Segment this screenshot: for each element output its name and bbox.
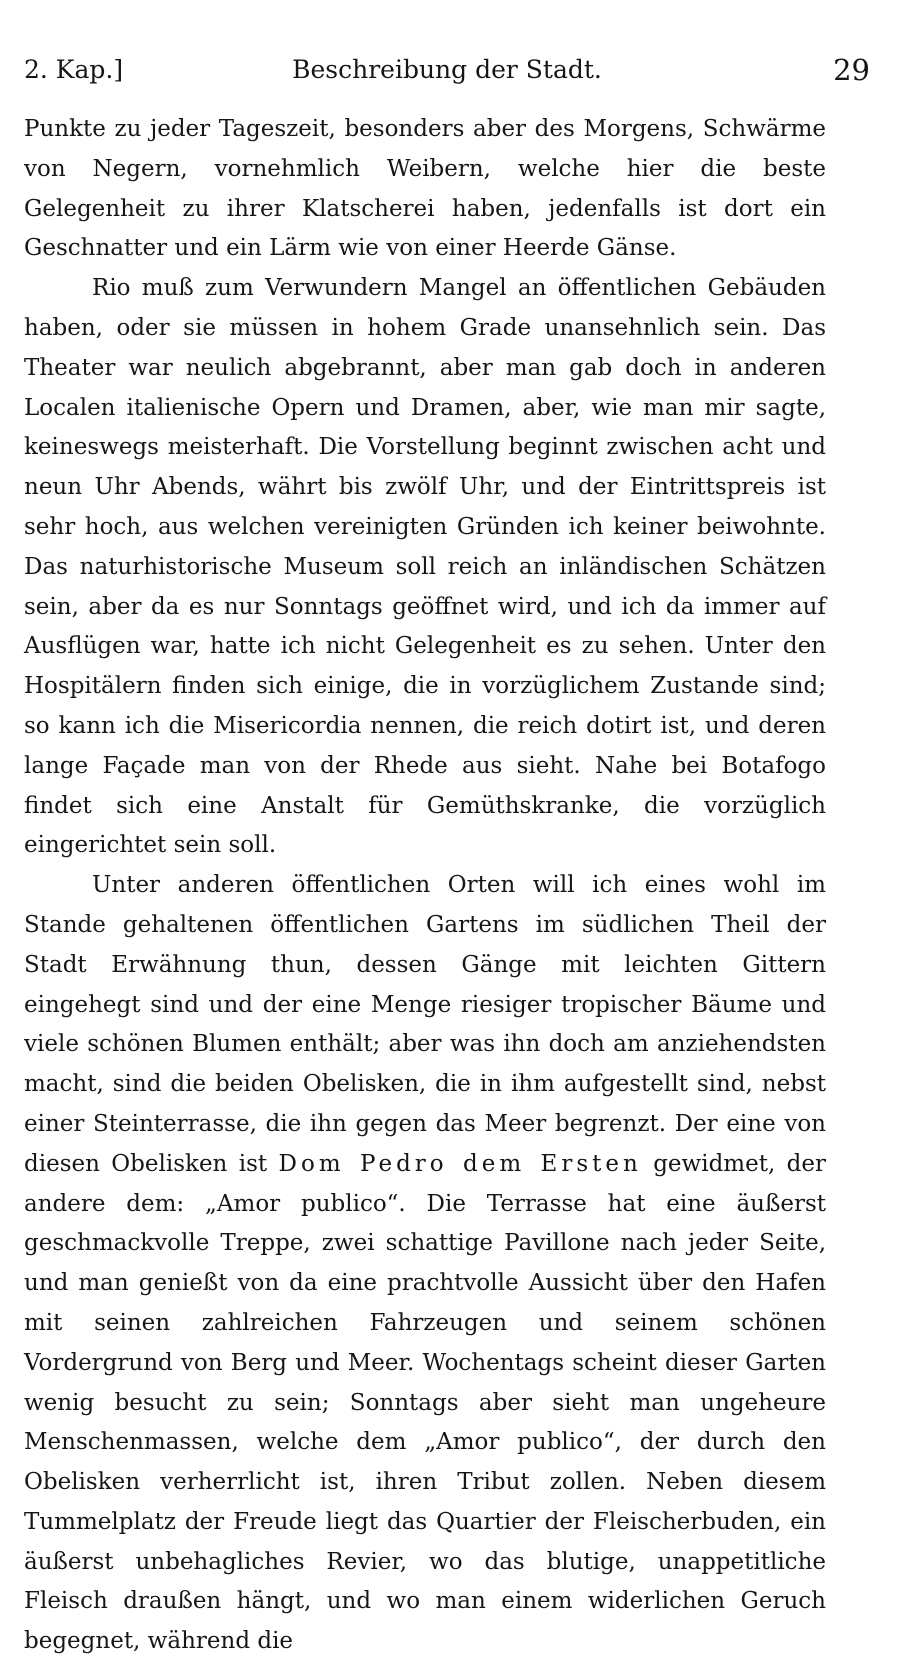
garden-text-part2: gewidmet, der andere dem: „Amor publico“. Die Terrasse hat eine äußerst geschmackvolle Treppe, zwei schattige Pavillone nach jeder Seite, und man genießt von da eine prachtvolle Aussicht über den Hafen mit seinen zahlreichen Fahrzeugen und seinem schönen Vordergrund von Berg und Meer. Wochentags scheint dieser Garten wenig besucht zu sein; Sonntags aber sieht man ungeheure Menschenmassen, welche dem „Amor publico“, der durch den Obelisken verherrlicht ist, ihren Tribut zollen. Neben diesem Tummelplatz der Freude liegt das Quartier der Fleischerbuden, ein äußerst unbehagliches Revier, wo das blutige, unappetitliche Fleisch draußen hängt, und wo man einem widerlichen Geruch begegnet, während die — [24, 1150, 826, 1655]
paragraph-public-garden — [24, 866, 826, 1662]
garden-text-part1: Unter anderen öffentlichen Orten will ich eines wohl im Stande gehaltenen öffentlichen Gartens im südlichen Theil der Stadt Erwähnung thun, dessen Gänge mit leichten Gittern eingehegt sind und der eine Menge riesiger tropischer Bäume und viele schönen Blumen enthält; aber was ihn doch am anziehendsten macht, sind die beiden Obelisken, die in ihm aufgestellt sind, nebst einer Steinterrasse, die ihn gegen das Meer begrenzt. Der eine von diesen Obelisken ist — [24, 872, 826, 1177]
running-head — [24, 50, 870, 90]
chapter-label: 2. Kap.] — [24, 55, 124, 84]
paragraph-continued: Punkte zu jeder Tageszeit, besonders aber des Morgens, Schwärme von Negern, vornehmlich Weibern, welche hier die beste Gelegenheit zu ihrer Klatscherei haben, jedenfalls ist dort ein Geschnatter und ein Lärm wie von einer Heerde Gänse. — [24, 116, 826, 262]
body-text — [24, 110, 826, 1662]
page-number: 29 — [833, 53, 870, 87]
emphasized-name: Dom Pedro dem Ersten — [278, 1150, 642, 1177]
running-title: Beschreibung der Stadt. — [292, 55, 602, 84]
paragraph-public-buildings: Rio muß zum Verwundern Mangel an öffentlichen Gebäuden haben, oder sie müssen in hohem Grade unansehnlich sein. Das Theater war neulich abgebrannt, aber man gab doch in anderen Localen italienische Opern und Dramen, aber, wie man mir sagte, keineswegs meisterhaft. Die Vorstellung beginnt zwischen acht und neun Uhr Abends, währt bis zwölf Uhr, und der Eintrittspreis ist sehr hoch, aus welchen vereinigten Gründen ich keiner beiwohnte. Das naturhistorische Museum soll reich an inländischen Schätzen sein, aber da es nur Sonntags geöffnet wird, und ich da immer auf Ausflügen war, hatte ich nicht Gelegenheit es zu sehen. Unter den Hospitälern finden sich einige, die in vorzüglichem Zustande sind; so kann ich die Misericordia nennen, die reich dotirt ist, und deren lange Façade man von der Rhede aus sieht. Nahe bei Botafogo findet sich eine Anstalt für Gemüthskranke, die vorzüglich eingerichtet sein soll. — [24, 275, 826, 859]
